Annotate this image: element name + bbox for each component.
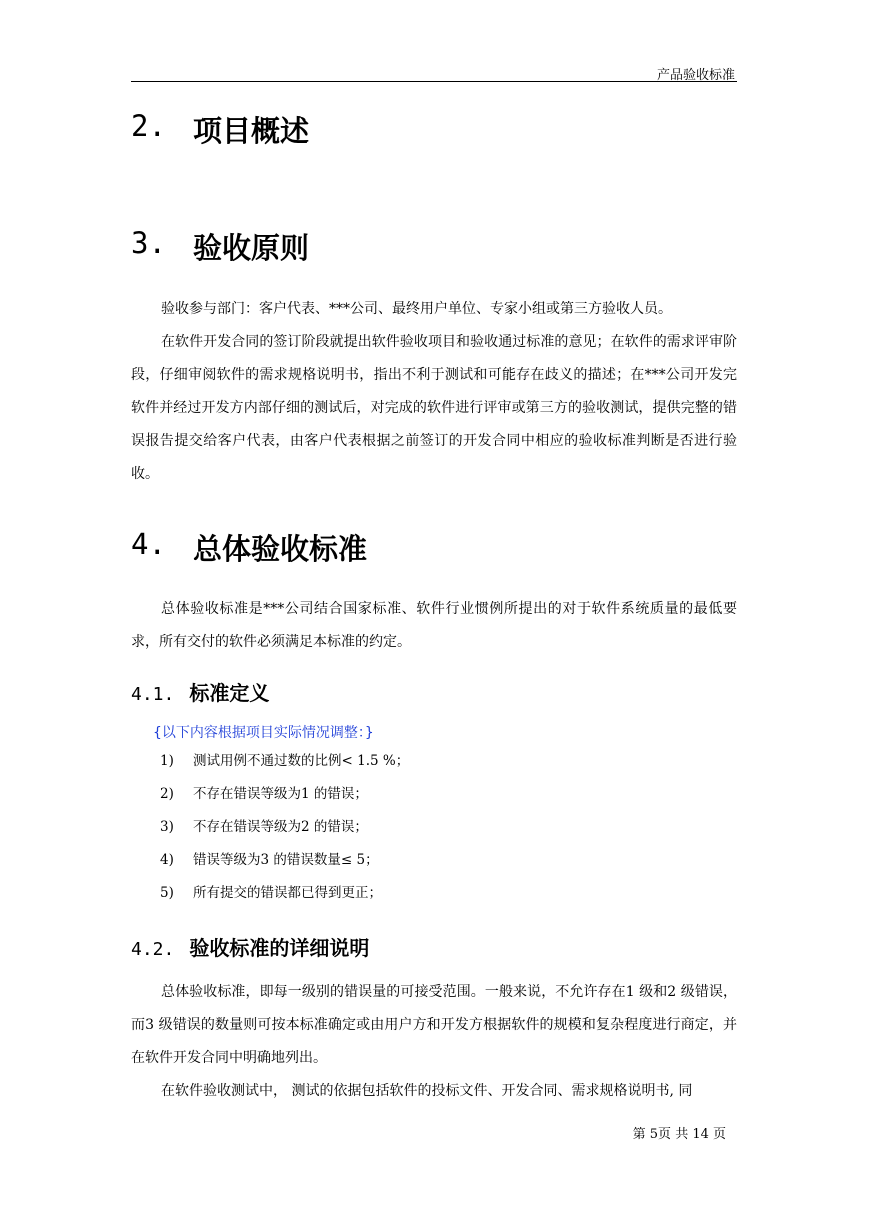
section-3-title: 验收原则 [193,231,310,265]
section-4-1-title: 标准定义 [189,681,270,705]
page-header-title: 产品验收标准 [656,68,735,83]
list-item-index: 1) [160,753,174,769]
list-item-text: 所有提交的错误都已得到更正； [193,885,382,901]
section-4-title: 总体验收标准 [193,532,368,566]
section-3-paragraph-1: 验收参与部门：客户代表、***公司、最终用户单位、专家小组或第三方验收人员。 [161,301,672,317]
list-item-index: 5) [160,885,174,901]
list-item-text: 不存在错误等级为2 的错误； [193,819,368,835]
section-2-title: 项目概述 [193,114,310,148]
section-4-2-paragraph-2: 在软件验收测试中， 测试的依据包括软件的投标文件、开发合同、需求规格说明书, 同 [161,1083,693,1099]
list-item-index: 3) [160,819,174,835]
list-item [160,783,409,816]
list-item [160,750,409,783]
adjustment-note: {以下内容根据项目实际情况调整：} [153,725,374,741]
section-4-1-number: 4.1. [131,684,175,705]
section-3-number: 3. [131,226,166,260]
section-4-paragraph: 总体验收标准是***公司结合国家标准、软件行业惯例所提出的对于软件系统质量的最低要求，所有交付的软件必须满足本标准的约定。 [131,601,737,650]
list-item-text: 错误等级为3 的错误数量≤ 5； [193,852,379,868]
list-item [160,849,409,882]
list-item [160,816,409,849]
section-4-2-paragraph-1: 总体验收标准，即每一级别的错误量的可接受范围。一般来说，不允许存在1 级和2 级错误，而3 级错误的数量则可按本标准确定或由用户方和开发方根据软件的规模和复杂程度进行商定，并在软件开发合同中明确地列出。 [131,984,737,1066]
section-2-number: 2. [131,109,166,143]
section-4-2-title: 验收标准的详细说明 [189,936,370,960]
list-item-index: 4) [160,852,174,868]
header-divider [131,81,737,82]
section-4-2-number: 4.2. [131,939,175,960]
section-3-paragraph-2: 在软件开发合同的签订阶段就提出软件验收项目和验收通过标准的意见；在软件的需求评审阶段，仔细审阅软件的需求规格说明书，指出不利于测试和可能存在歧义的描述；在***公司开发完软件并经过开发方内部仔细的测试后，对完成的软件进行评审或第三方的验收测试，提供完整的错误报告提交给客户代表，由客户代表根据之前签订的开发合同中相应的验收标准判断是否进行验收。 [131,334,737,482]
section-4-number: 4. [131,527,166,561]
standard-criteria-list [160,750,409,915]
heading-section-4-2 [131,932,369,961]
list-item-text: 不存在错误等级为1 的错误； [193,786,368,802]
list-item-text: 测试用例不通过数的比例< 1.5 %； [193,753,410,769]
list-item-index: 2) [160,786,174,802]
list-item [160,882,409,915]
page-footer-number: 第 5页 共 14 页 [632,1127,726,1142]
heading-section-4-1 [131,677,269,706]
